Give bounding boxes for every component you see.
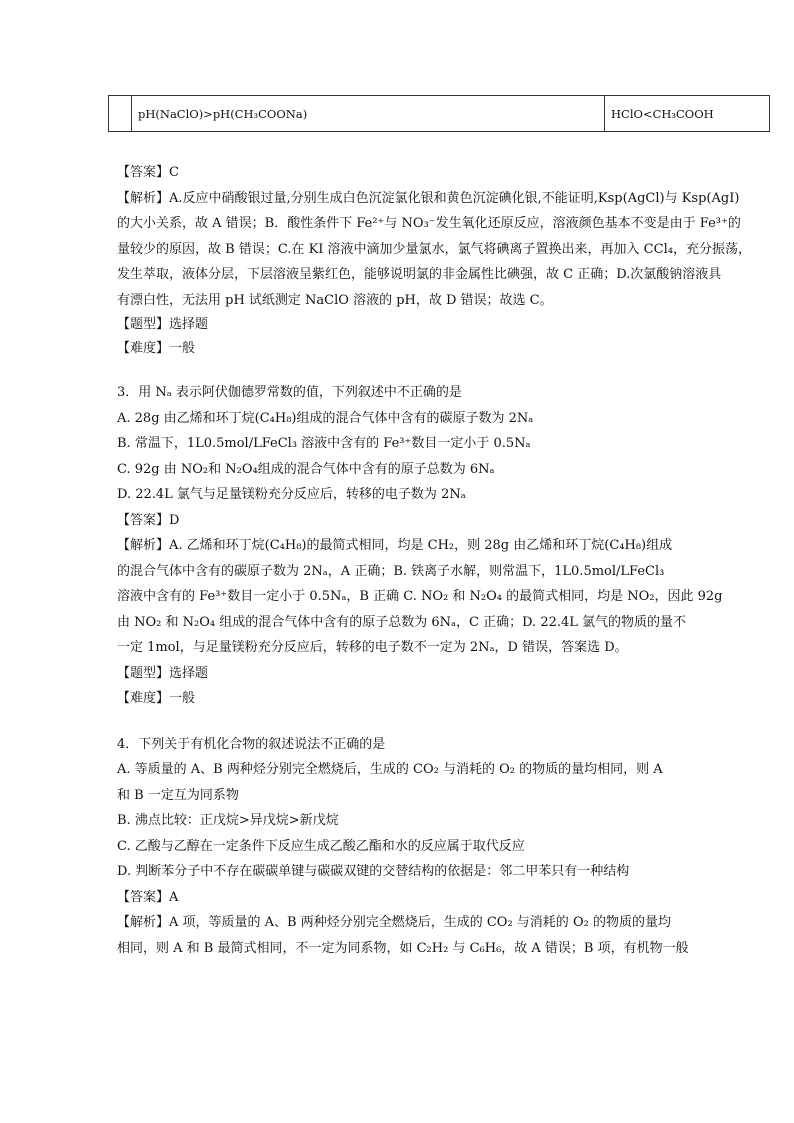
q3-option-b: B. 常温下，1L0.5mol/LFeCl₃ 溶液中含有的 Fe³⁺数目一定小于 0.5Nₐ xyxy=(117,436,531,451)
q2-type: 【题型】选择题 xyxy=(117,317,209,332)
spacer xyxy=(117,712,767,732)
q4-analysis-line: 【解析】A 项，等质量的 A、B 两种烃分别完全燃烧后，生成的 CO₂ 与消耗的 O₂ 的物质的量均 xyxy=(117,915,671,930)
table-row xyxy=(109,96,770,132)
table-cell-conclusion: HClO<CH₃COOH xyxy=(605,96,770,132)
q2-analysis-line: 量较少的原因，故 B 错误；C.在 KI 溶液中滴加少量氯水，氯气将碘离子置换出来，再加入 CCl₄，充分振荡， xyxy=(117,241,751,257)
q4-option-b: B. 沸点比较：正戊烷>异戊烷>新戊烷 xyxy=(117,813,339,828)
q4-analysis-line: 相同，则 A 和 B 最简式相同，不一定为同系物，如 C₂H₂ 与 C₆H₆，故 A 错误；B 项，有机物一般 xyxy=(117,940,689,956)
q2-difficulty: 【难度】一般 xyxy=(117,340,196,356)
q3-option-c: C. 92g 由 NO₂和 N₂O₄组成的混合气体中含有的原子总数为 6Nₐ xyxy=(117,461,495,477)
q3-analysis-line: 一定 1mol，与足量镁粉充分反应后，转移的电子数不一定为 2Nₐ，D 错误，答案选 D。 xyxy=(117,640,628,655)
q4-answer: 【答案】A xyxy=(117,889,179,905)
comparison-table xyxy=(108,95,770,132)
document-body xyxy=(117,160,767,961)
q3-option-a: A. 28g 由乙烯和环丁烷(C₄H₈)组成的混合气体中含有的碳原子数为 2Nₐ xyxy=(117,410,534,426)
spacer xyxy=(117,360,767,380)
q4-option-a-cont: 和 B 一定互为同系物 xyxy=(117,787,239,803)
q3-option-d: D. 22.4L 氯气与足量镁粉充分反应后，转移的电子数为 2Nₐ xyxy=(117,487,466,502)
q4-stem: 4．下列关于有机化合物的叙述说法不正确的是 xyxy=(117,736,386,752)
q2-analysis-line: 【解析】A.反应中硝酸银过量,分别生成白色沉淀氯化银和黄色沉淀碘化银,不能证明,Ksp(AgCl)与 Ksp(AgI) xyxy=(117,190,740,206)
q3-stem: 3．用 Nₐ 表示阿伏伽德罗常数的值，下列叙述中不正确的是 xyxy=(117,385,462,400)
q3-analysis-line: 的混合气体中含有的碳原子数为 2Nₐ，A 正确；B. 铁离子水解，则常温下，1L0.5mol/LFeCl₃ xyxy=(117,563,665,579)
table-cell-condition: pH(NaClO)>pH(CH₃COONa) xyxy=(132,96,605,132)
q3-type: 【题型】选择题 xyxy=(117,665,209,681)
q3-difficulty: 【难度】一般 xyxy=(117,691,196,706)
q3-analysis-line: 【解析】A. 乙烯和环丁烷(C₄H₈)的最简式相同，均是 CH₂，则 28g 由乙烯和环丁烷(C₄H₈)组成 xyxy=(117,538,673,553)
q2-analysis-line: 有漂白性，无法用 pH 试纸测定 NaClO 溶液的 pH，故 D 错误；故选 C。 xyxy=(117,292,553,308)
q3-analysis-line: 由 NO₂ 和 N₂O₄ 组成的混合气体中含有的原子总数为 6Nₐ，C 正确；D. 22.4L 氯气的物质的量不 xyxy=(117,614,687,630)
q2-analysis-line: 发生萃取，液体分层，下层溶液呈紫红色，能够说明氯的非金属性比碘强，故 C 正确；D.次氯酸钠溶液具 xyxy=(117,267,722,282)
q4-option-a: A. 等质量的 A、B 两种烃分别完全燃烧后，生成的 CO₂ 与消耗的 O₂ 的物质的量均相同，则 A xyxy=(117,762,663,777)
q3-answer: 【答案】D xyxy=(117,512,180,528)
table-cell-empty xyxy=(109,96,132,132)
q2-answer: 【答案】C xyxy=(117,165,179,180)
q4-option-d: D. 判断苯分子中不存在碳碳单键与碳碳双键的交替结构的依据是：邻二甲苯只有一种结构 xyxy=(117,864,630,879)
q4-option-c: C. 乙酸与乙醇在一定条件下反应生成乙酸乙酯和水的反应属于取代反应 xyxy=(117,838,525,854)
q2-analysis-line: 的大小关系，故 A 错误；B．酸性条件下 Fe²⁺与 NO₃⁻发生氧化还原反应，溶液颜色基本不变是由于 Fe³⁺的 xyxy=(117,216,741,231)
q3-analysis-line: 溶液中含有的 Fe³⁺数目一定小于 0.5Nₐ，B 正确 C. NO₂ 和 N₂O₄ 的最简式相同，均是 NO₂，因此 92g xyxy=(117,589,723,604)
